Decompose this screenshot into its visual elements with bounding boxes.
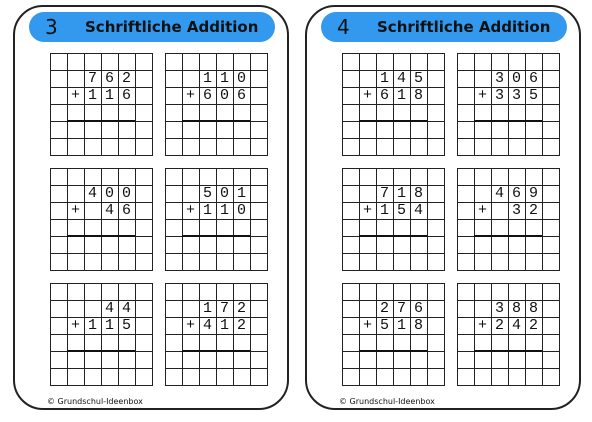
- sum-line: [359, 350, 427, 352]
- grid-digit: 4: [87, 185, 97, 202]
- grid-digit: 3: [494, 300, 504, 317]
- calculation-grid: [342, 53, 445, 156]
- grid-digit: 7: [87, 70, 97, 87]
- grid-digit: 4: [396, 70, 406, 87]
- grid-digit: 5: [396, 202, 406, 219]
- task-card-4: [305, 5, 581, 410]
- grid-digit: 6: [379, 87, 389, 104]
- grid-digit: 8: [413, 87, 423, 104]
- grid-digit: 5: [413, 70, 423, 87]
- grid-digit: +: [477, 202, 487, 219]
- grid-digit: 1: [219, 202, 229, 219]
- calculation-grid: [50, 283, 153, 386]
- grid-digit: 1: [219, 317, 229, 334]
- grid-digit: 4: [104, 202, 114, 219]
- grid-digit: 5: [202, 185, 212, 202]
- grid-digit: 1: [202, 70, 212, 87]
- grid-digit: 1: [87, 317, 97, 334]
- copyright-notice: © Grundschul-Ideenbox: [47, 397, 143, 406]
- grid-digit: 4: [104, 300, 114, 317]
- grid-digit: 3: [494, 70, 504, 87]
- grid-digit: 3: [511, 202, 521, 219]
- grid-digit: 2: [379, 300, 389, 317]
- grid-digit: +: [185, 87, 195, 104]
- grid-digit: +: [362, 317, 372, 334]
- card-title: Schriftliche Addition: [85, 18, 259, 36]
- calculation-grid: [50, 168, 153, 271]
- sum-line: [359, 235, 427, 237]
- calculation-grid: [457, 53, 560, 156]
- grid-digit: 5: [528, 87, 538, 104]
- task-card-3: [13, 5, 289, 410]
- grid-digit: 7: [379, 185, 389, 202]
- grid-digit: 2: [236, 300, 246, 317]
- grid-digit: 7: [396, 300, 406, 317]
- sum-line: [182, 350, 250, 352]
- grid-digit: 2: [494, 317, 504, 334]
- copyright-notice: © Grundschul-Ideenbox: [339, 397, 435, 406]
- grid-digit: 5: [379, 317, 389, 334]
- grid-digit: +: [185, 202, 195, 219]
- sum-line: [67, 235, 135, 237]
- grid-digit: 8: [413, 185, 423, 202]
- grid-digit: 6: [121, 202, 131, 219]
- grid-digit: 8: [528, 300, 538, 317]
- grid-digit: 6: [413, 300, 423, 317]
- calculation-grid: [165, 168, 268, 271]
- sum-line: [182, 120, 250, 122]
- grid-digit: 4: [413, 202, 423, 219]
- calculation-grid: [342, 168, 445, 271]
- grid-digit: 1: [396, 317, 406, 334]
- grid-digit: +: [477, 317, 487, 334]
- grid-digit: 6: [202, 87, 212, 104]
- grid-digit: +: [362, 87, 372, 104]
- grid-digit: 7: [219, 300, 229, 317]
- card-header: [29, 12, 275, 42]
- grid-digit: 1: [202, 202, 212, 219]
- grid-digit: 1: [202, 300, 212, 317]
- grid-digit: 1: [379, 202, 389, 219]
- grid-digit: 0: [236, 70, 246, 87]
- sum-line: [359, 120, 427, 122]
- grid-digit: 0: [219, 87, 229, 104]
- grid-digit: 0: [236, 202, 246, 219]
- grid-digit: 2: [236, 317, 246, 334]
- grid-digit: 2: [528, 317, 538, 334]
- grid-digit: 3: [511, 87, 521, 104]
- grid-digit: 0: [121, 185, 131, 202]
- grid-digit: 3: [494, 87, 504, 104]
- grid-digit: 4: [121, 300, 131, 317]
- grid-digit: 0: [219, 185, 229, 202]
- grid-digit: +: [70, 202, 80, 219]
- grid-digit: 1: [104, 317, 114, 334]
- grid-digit: 6: [511, 185, 521, 202]
- grid-digit: 6: [104, 70, 114, 87]
- card-number: 4: [337, 15, 350, 39]
- calculation-grid: [165, 53, 268, 156]
- grid-digit: +: [477, 87, 487, 104]
- grid-digit: 0: [104, 185, 114, 202]
- grid-digit: 1: [396, 87, 406, 104]
- card-title: Schriftliche Addition: [377, 18, 551, 36]
- grid-digit: +: [362, 202, 372, 219]
- grid-digit: 4: [511, 317, 521, 334]
- grid-digit: 8: [511, 300, 521, 317]
- grid-digit: 4: [494, 185, 504, 202]
- grid-digit: 4: [202, 317, 212, 334]
- grid-digit: 1: [236, 185, 246, 202]
- grid-digit: 6: [528, 70, 538, 87]
- calculation-grid: [165, 283, 268, 386]
- calculation-grid: [50, 53, 153, 156]
- sum-line: [67, 350, 135, 352]
- grid-digit: 8: [413, 317, 423, 334]
- grid-digit: +: [70, 87, 80, 104]
- calculation-grid: [457, 283, 560, 386]
- sum-line: [182, 235, 250, 237]
- sum-line: [474, 120, 542, 122]
- grid-digit: 1: [87, 87, 97, 104]
- grid-digit: 2: [121, 70, 131, 87]
- calculation-grid: [342, 283, 445, 386]
- card-number: 3: [45, 15, 58, 39]
- grid-digit: 6: [121, 87, 131, 104]
- grid-digit: +: [185, 317, 195, 334]
- calculation-grid: [457, 168, 560, 271]
- sum-line: [474, 235, 542, 237]
- grid-digit: 0: [511, 70, 521, 87]
- card-header: [321, 12, 567, 42]
- sum-line: [67, 120, 135, 122]
- grid-digit: 1: [396, 185, 406, 202]
- sum-line: [474, 350, 542, 352]
- grid-digit: 6: [236, 87, 246, 104]
- grid-digit: 1: [104, 87, 114, 104]
- grid-digit: 9: [528, 185, 538, 202]
- grid-digit: 5: [121, 317, 131, 334]
- grid-digit: 1: [219, 70, 229, 87]
- grid-digit: 2: [528, 202, 538, 219]
- grid-digit: +: [70, 317, 80, 334]
- grid-digit: 1: [379, 70, 389, 87]
